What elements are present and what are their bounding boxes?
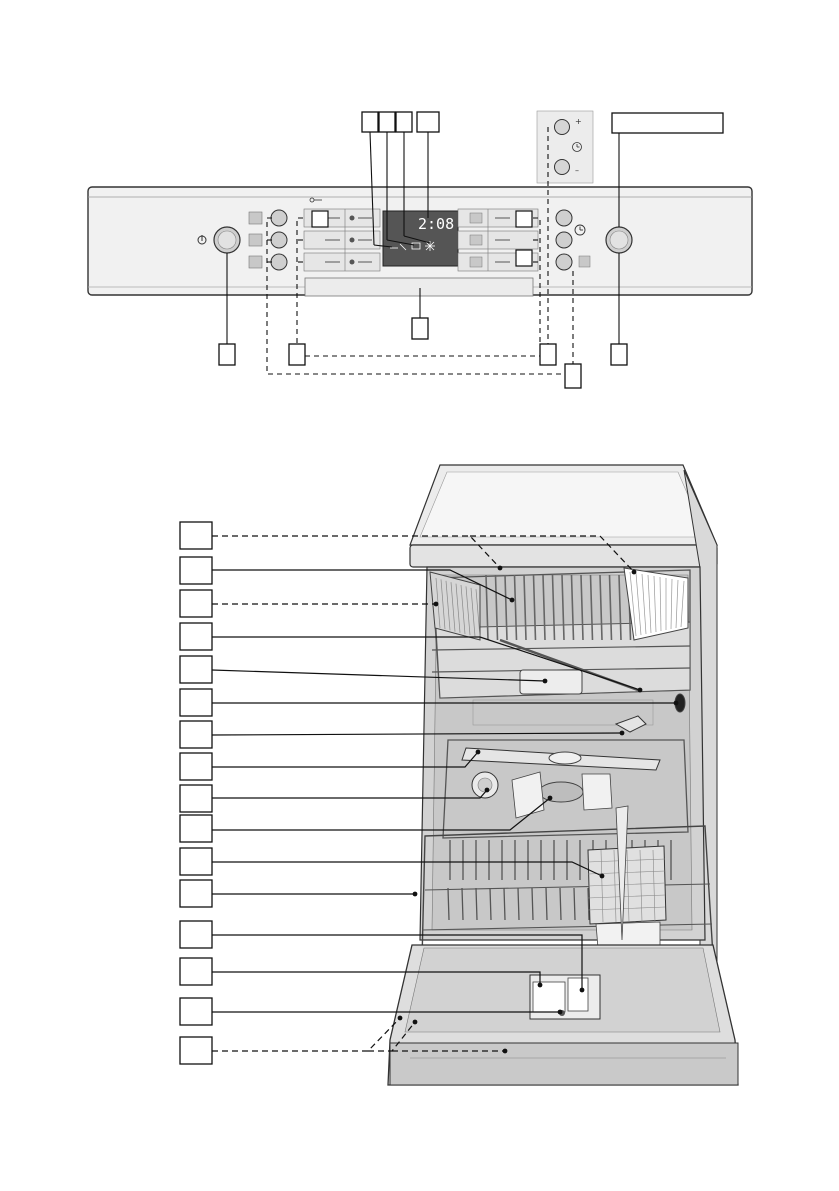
- callout-box-12: [180, 880, 212, 907]
- timer-minus-button[interactable]: [555, 160, 570, 175]
- callout-box-15: [180, 998, 212, 1025]
- callout-box-3: [180, 590, 212, 617]
- callout-box-bottom-1: [219, 344, 235, 365]
- dishwasher-body: [388, 465, 738, 1085]
- callout-box-7: [180, 721, 212, 748]
- timer-plus-label: +: [575, 117, 582, 126]
- program-button-3[interactable]: [271, 254, 287, 270]
- callout-boxes-left: [180, 522, 212, 1064]
- callout-box-bottom-2: [289, 344, 305, 365]
- callout-box-bottom-5: [565, 364, 581, 388]
- timer-button-1[interactable]: [556, 210, 572, 226]
- callout-box-option-right-1: [516, 211, 532, 227]
- callout-box-top-4: [417, 112, 439, 132]
- callout-box-6: [180, 689, 212, 716]
- callout-box-bottom-4: [611, 344, 627, 365]
- callout-box-top-right: [612, 113, 723, 133]
- door-handle: [305, 278, 533, 296]
- timer-button-2[interactable]: [556, 232, 572, 248]
- callout-box-13: [180, 921, 212, 948]
- callout-box-9: [180, 785, 212, 812]
- callout-box-2: [180, 557, 212, 584]
- callout-box-1: [180, 522, 212, 549]
- door-opener-button[interactable]: [606, 227, 632, 253]
- program-button-2[interactable]: [271, 232, 287, 248]
- callout-box-middle: [412, 318, 428, 339]
- callout-box-4: [180, 623, 212, 650]
- callout-box-10: [180, 815, 212, 842]
- timer-minus-label: –: [575, 166, 579, 175]
- open-door: [388, 945, 738, 1085]
- callout-box-11: [180, 848, 212, 875]
- timer-plus-button[interactable]: [555, 120, 570, 135]
- program-button-1[interactable]: [271, 210, 287, 226]
- callout-box-8: [180, 753, 212, 780]
- callout-box-top-3: [396, 112, 412, 132]
- callout-box-14: [180, 958, 212, 985]
- power-button[interactable]: [214, 227, 240, 253]
- timer-inset: [537, 111, 593, 183]
- callout-box-option-left: [312, 211, 328, 227]
- callout-box-top-1: [362, 112, 378, 132]
- display-window: [383, 211, 458, 266]
- timer-button-3[interactable]: [556, 254, 572, 270]
- callout-box-16: [180, 1037, 212, 1064]
- callout-box-top-2: [379, 112, 395, 132]
- control-panel: [88, 187, 752, 296]
- callout-box-bottom-3: [540, 344, 556, 365]
- callout-box-option-right-2: [516, 250, 532, 266]
- display-time: 2:08: [418, 215, 455, 233]
- callout-box-5: [180, 656, 212, 683]
